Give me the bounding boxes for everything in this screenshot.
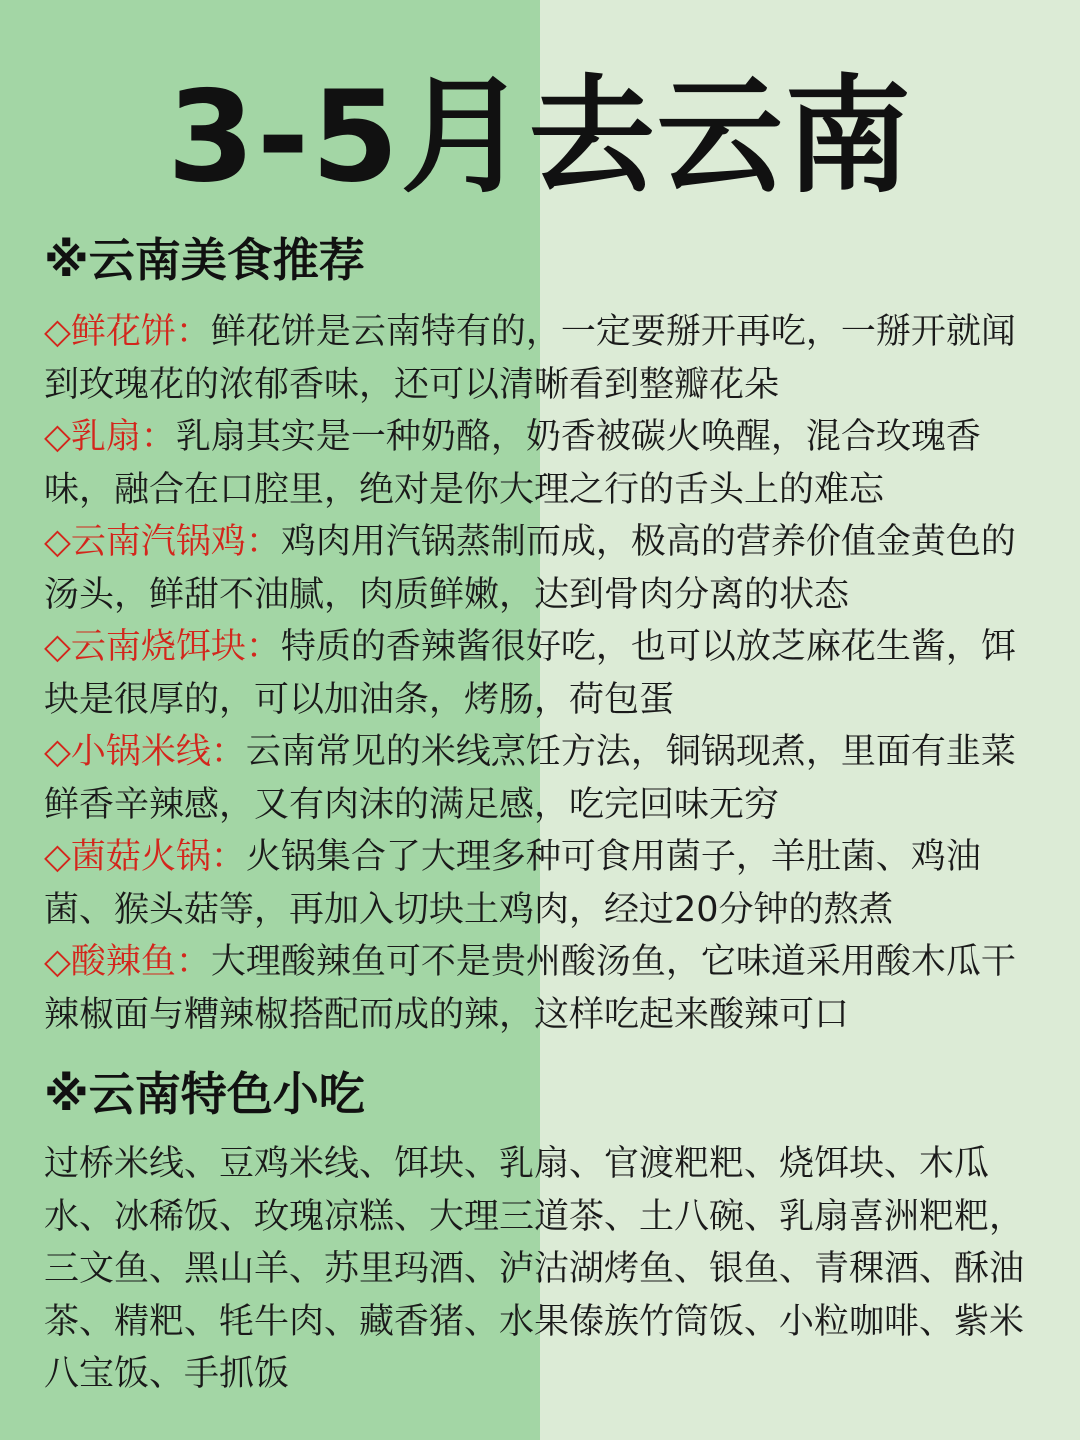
food-item-description: 大理酸辣鱼可不是贵州酸汤鱼，它味道采用酸木瓜干辣椒面与糟辣椒搭配而成的辣，这样吃起来酸辣可口 (44, 942, 1016, 1035)
food-item-name: ◇云南汽锅鸡： (44, 522, 281, 562)
food-item (44, 411, 1034, 516)
food-item-description: 鸡肉用汽锅蒸制而成，极高的营养价值金黄色的汤头，鲜甜不油腻，肉质鲜嫩，达到骨肉分离的状态 (44, 522, 1016, 615)
food-item (44, 936, 1034, 1041)
food-recommendation-list (44, 306, 1034, 1041)
food-item (44, 726, 1034, 831)
food-item-name: ◇酸辣鱼： (44, 942, 211, 982)
food-item-description: 乳扇其实是一种奶酪，奶香被碳火唤醒，混合玫瑰香味，融合在口腔里，绝对是你大理之行的舌头上的难忘 (44, 417, 981, 510)
food-item-name: ◇小锅米线： (44, 732, 246, 772)
poster-title: 3-5月去云南 (167, 63, 913, 210)
food-item-description: 火锅集合了大理多种可食用菌子，羊肚菌、鸡油菌、猴头菇等，再加入切块土鸡肉，经过20分钟的熬煮 (44, 837, 981, 930)
section-heading-food: ※云南美食推荐 (44, 233, 365, 287)
food-item-description: 云南常见的米线烹饪方法，铜锅现煮，里面有韭菜鲜香辛辣感，又有肉沫的满足感，吃完回味无穷 (44, 732, 1016, 825)
food-item-name: ◇鲜花饼： (44, 312, 211, 352)
food-item-description: 特质的香辣酱很好吃，也可以放芝麻花生酱，饵块是很厚的，可以加油条，烤肠，荷包蛋 (44, 627, 1016, 720)
food-item (44, 621, 1034, 726)
food-item-name: ◇菌菇火锅： (44, 837, 246, 877)
food-item (44, 306, 1034, 411)
food-item (44, 516, 1034, 621)
food-item (44, 831, 1034, 936)
snacks-list-text: 过桥米线、豆鸡米线、饵块、乳扇、官渡粑粑、烧饵块、木瓜水、冰稀饭、玫瑰凉糕、大理三道茶、土八碗、乳扇喜洲粑粑，三文鱼、黑山羊、苏里玛酒、泸沽湖烤鱼、银鱼、青稞酒、酥油茶、精粑、牦牛肉、藏香猪、水果傣族竹筒饭、小粒咖啡、紫米八宝饭、手抓饭 (44, 1144, 1025, 1394)
food-item-name: ◇云南烧饵块： (44, 627, 281, 667)
food-item-name: ◇乳扇： (44, 417, 176, 457)
food-item-description: 鲜花饼是云南特有的，一定要掰开再吃，一掰开就闻到玫瑰花的浓郁香味，还可以清晰看到整瓣花朵 (44, 312, 1016, 405)
section-heading-snacks: ※云南特色小吃 (44, 1067, 365, 1121)
